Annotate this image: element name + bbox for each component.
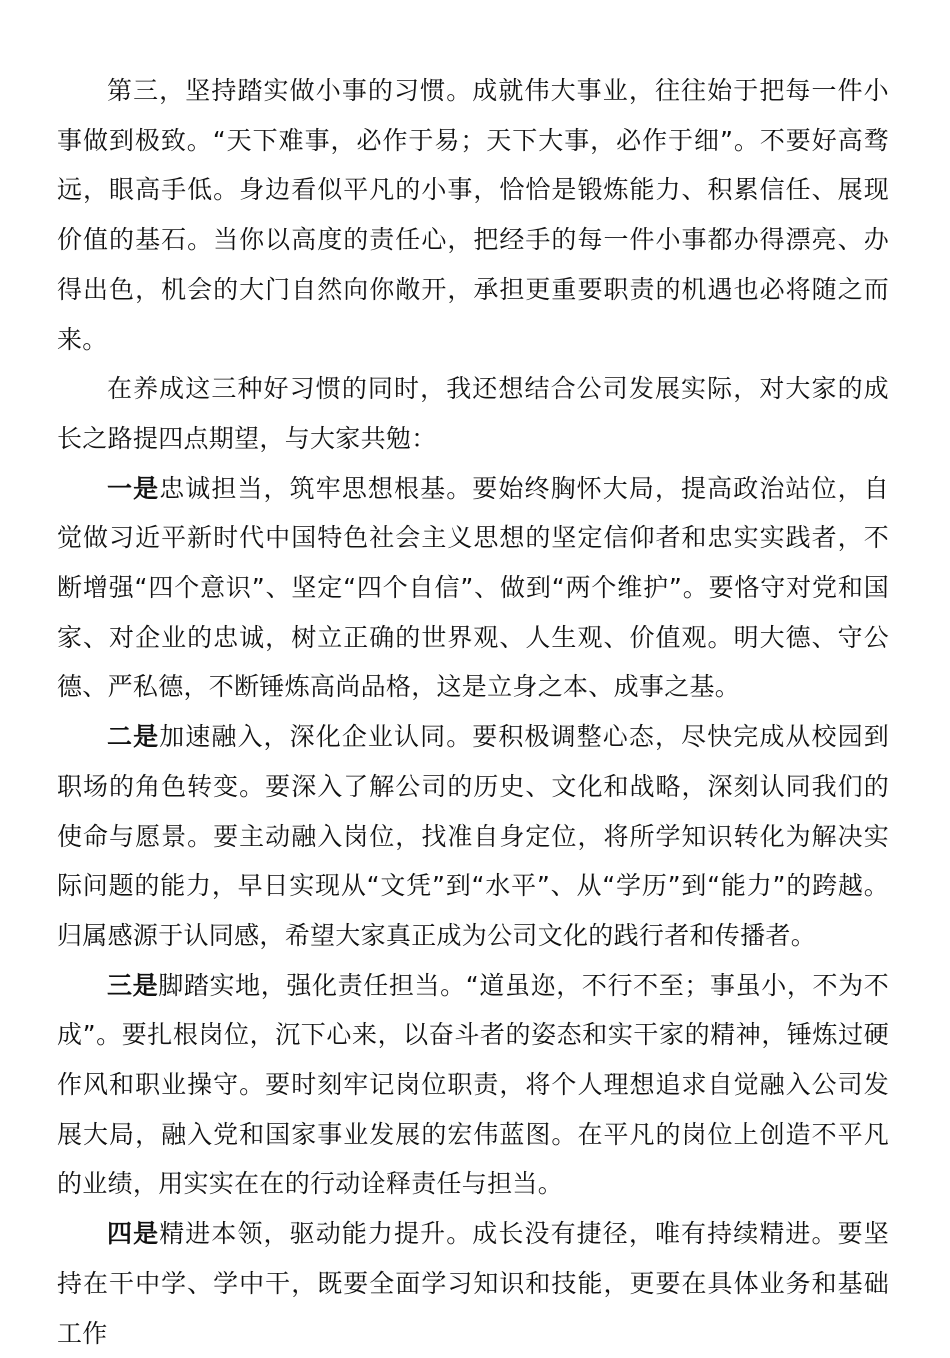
paragraph-text: 加速融入，深化企业认同。要积极调整心态，尽快完成从校园到职场的角色转变。要深入了解公司的历史、文化和战略，深刻认同我们的使命与愿景。要主动融入岗位，找准自身定位，将所学知识转化为解决实际问题的能力，早日实现从“文凭”到“水平”、从“学历”到“能力”的跨越。归属感源于认同感，希望大家真正成为公司文化的践行者和传播者。 bbox=[57, 722, 889, 950]
paragraph-text: 精进本领，驱动能力提升。成长没有捷径，唯有持续精进。要坚持在干中学、学中干，既要全面学习知识和技能，更要在具体业务和基础工作 bbox=[57, 1219, 889, 1348]
paragraph-lead: 一是 bbox=[107, 473, 160, 503]
paragraph-text: 第三，坚持踏实做小事的习惯。成就伟大事业，往往始于把每一件小事做到极致。“天下难事，必作于易；天下大事，必作于细”。不要好高骛远，眼高手低。身边看似平凡的小事，恰恰是锻炼能力、积累信任、展现价值的基石。当你以高度的责任心，把经手的每一件小事都办得漂亮、办得出色，机会的大门自然向你敞开，承担更重要职责的机遇也必将随之而来。 bbox=[57, 76, 889, 354]
paragraph-lead: 三是 bbox=[107, 970, 159, 1000]
paragraph-expectation-one bbox=[57, 464, 889, 713]
paragraph-expectation-two bbox=[57, 712, 889, 961]
paragraph-expectation-four bbox=[57, 1209, 889, 1358]
paragraph-lead: 四是 bbox=[107, 1219, 160, 1249]
paragraph-habit-three bbox=[57, 66, 889, 364]
paragraph-text: 在养成这三种好习惯的同时，我还想结合公司发展实际，对大家的成长之路提四点期望，与大家共勉： bbox=[57, 374, 889, 453]
document-body bbox=[57, 66, 889, 1358]
paragraph-text: 脚踏实地，强化责任担当。“道虽迩，不行不至；事虽小，不为不成”。要扎根岗位，沉下心来，以奋斗者的姿态和实干家的精神，锤炼过硬作风和职业操守。要时刻牢记岗位职责，将个人理想追求自觉融入公司发展大局，融入党和国家事业发展的宏伟蓝图。在平凡的岗位上创造不平凡的业绩，用实实在在的行动诠释责任与担当。 bbox=[57, 970, 889, 1199]
paragraph-lead: 二是 bbox=[107, 722, 160, 752]
paragraph-expectations-intro bbox=[57, 364, 889, 463]
paragraph-expectation-three bbox=[57, 961, 889, 1210]
paragraph-text: 忠诚担当，筑牢思想根基。要始终胸怀大局，提高政治站位，自觉做习近平新时代中国特色社会主义思想的坚定信仰者和忠实实践者，不断增强“四个意识”、坚定“四个自信”、做到“两个维护”。要恪守对党和国家、对企业的忠诚，树立正确的世界观、人生观、价值观。明大德、守公德、严私德，不断锤炼高尚品格，这是立身之本、成事之基。 bbox=[57, 473, 889, 702]
